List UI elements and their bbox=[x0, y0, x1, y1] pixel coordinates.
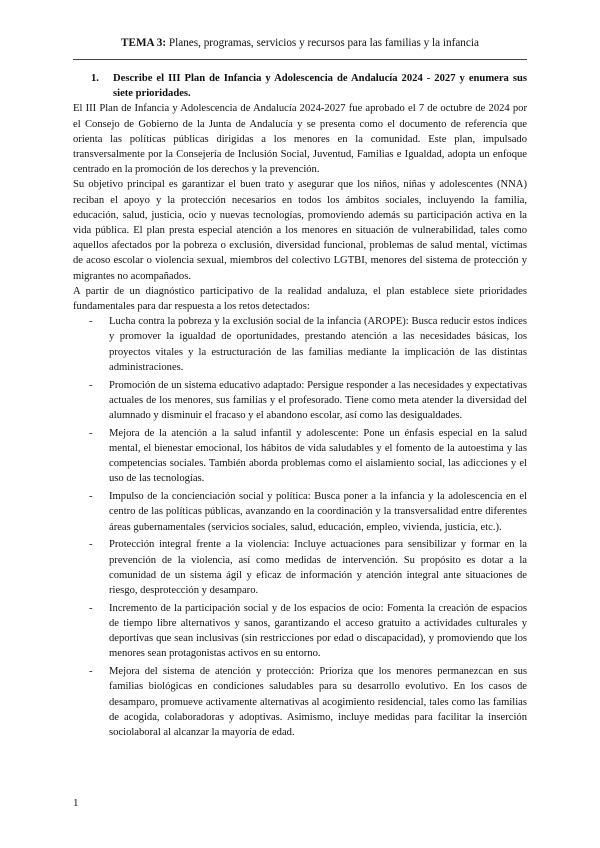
priority-text: Mejora de la atención a la salud infantil y adolescente: Pone un énfasis especial en la salud mental, el bienestar emocional, los hábitos de vida saludables y el fomento de la autoestima y las competencias sociales. También aborda problemas como el aislamiento social, las adicciones y el uso de las tecnologías. bbox=[109, 427, 527, 485]
priority-text: Impulso de la concienciación social y política: Busca poner a la infancia y la adolescencia en el centro de las políticas públicas, avanzando en la coordinación y la transversalidad entre diferentes áreas gubernamentales (servicios sociales, salud, educación, empleo, vivienda, justicia, etc.). bbox=[109, 491, 527, 533]
list-item bbox=[73, 601, 527, 662]
list-bullet: - bbox=[89, 316, 93, 328]
question-number: 1. bbox=[91, 73, 99, 84]
list-item bbox=[73, 426, 527, 487]
topic-label: TEMA 3: bbox=[121, 37, 167, 49]
question-text: Describe el III Plan de Infancia y Adolescencia de Andalucía 2024 - 2027 y enumera sus siete prioridades. bbox=[113, 73, 527, 100]
list-item bbox=[73, 378, 527, 424]
list-item bbox=[73, 537, 527, 598]
priority-text: Mejora del sistema de atención y protección: Prioriza que los menores permanezcan en sus familias biológicas en condiciones saludables para su desarrollo evolutivo. En los casos de desamparo, promueve activamente alternativas al acogimiento residencial, tales como las familias de acogida, colaboradoras y adoptivas. Asimismo, incluye medidas para facilitar la inserción sociolaboral al alcanzar la mayoría de edad. bbox=[109, 666, 527, 739]
priorities-list bbox=[73, 314, 527, 740]
topic-title: Planes, programas, servicios y recursos para las familias y la infancia bbox=[166, 37, 479, 49]
paragraph-intro: El III Plan de Infancia y Adolescencia de Andalucía 2024-2027 fue aprobado el 7 de octubre de 2024 por el Consejo de Gobierno de la Junta de Andalucía y se presenta como el documento de referencia que orienta las políticas públicas dirigidas a los menores en la comunidad. Este plan, impulsado transversalmente por la Consejería de Inclusión Social, Juventud, Familias e Igualdad, adopta un enfoque centrado en la promoción de los derechos y la prevención. bbox=[73, 103, 527, 176]
list-item bbox=[73, 489, 527, 535]
list-bullet: - bbox=[89, 539, 93, 551]
priority-text: Incremento de la participación social y de los espacios de ocio: Fomenta la creación de espacios de tiempo libre alternativos y sanos, garantizando el acceso gratuito a actividades culturales y deportivas que sean inclusivas (sin restricciones por edad o discapacidad), y promoviendo que los menores sean protagonistas activos en su entorno. bbox=[109, 602, 527, 660]
list-bullet: - bbox=[89, 379, 93, 391]
paragraph-priorities-lead: A partir de un diagnóstico participativo de la realidad andaluza, el plan establece siete prioridades fundamentales para dar respuesta a los retos detectados: bbox=[73, 285, 527, 313]
question-heading bbox=[91, 71, 527, 101]
header-rule bbox=[73, 59, 527, 60]
list-bullet: - bbox=[89, 427, 93, 439]
priority-text: Protección integral frente a la violencia: Incluye actuaciones para sensibilizar y formar en la prevención de la violencia, así como medidas de intervención. Su propósito es dotar a la comunidad de un sistema ágil y eficaz de información y atención integral ante situaciones de riesgo, desprotección y desamparo. bbox=[109, 539, 527, 597]
list-bullet: - bbox=[89, 666, 93, 678]
list-item bbox=[73, 314, 527, 375]
list-bullet: - bbox=[89, 602, 93, 614]
priority-text: Lucha contra la pobreza y la exclusión social de la infancia (AROPE): Busca reducir estos índices y promover la igualdad de oportunidades, prestando atención a las necesidades básicas, los proyectos vitales y la estructuración de las familias mediante la implicación de las distintas administraciones. bbox=[109, 316, 527, 373]
running-header bbox=[73, 36, 527, 50]
paragraph-objective: Su objetivo principal es garantizar el buen trato y asegurar que los niños, niñas y adolescentes (NNA) reciban el apoyo y la protección necesarios en todos los ámbitos sociales, incluyendo la familia, educación, salud, justicia, ocio y nuevas tecnologías, promoviendo además su participación activa en la vida pública. El plan presta especial atención a los menores en situación de vulnerabilidad, tales como aquellos afectados por la pobreza o exclusión, diversidad funcional, problemas de salud mental, víctimas de acoso escolar o violencia sexual, miembros del colectivo LGTBI, menores del sistema de protección y migrantes no acompañados. bbox=[73, 179, 527, 282]
document-body bbox=[73, 71, 527, 743]
priority-text: Promoción de un sistema educativo adaptado: Persigue responder a las necesidades y expectativas actuales de los menores, sus familias y el profesorado. Tiene como meta atender la diversidad del alumnado y disminuir el fracaso y el abandono escolar, así como las desigualdades. bbox=[109, 379, 527, 422]
page-number: 1 bbox=[73, 797, 79, 809]
list-item bbox=[73, 664, 527, 740]
list-bullet: - bbox=[89, 491, 93, 503]
